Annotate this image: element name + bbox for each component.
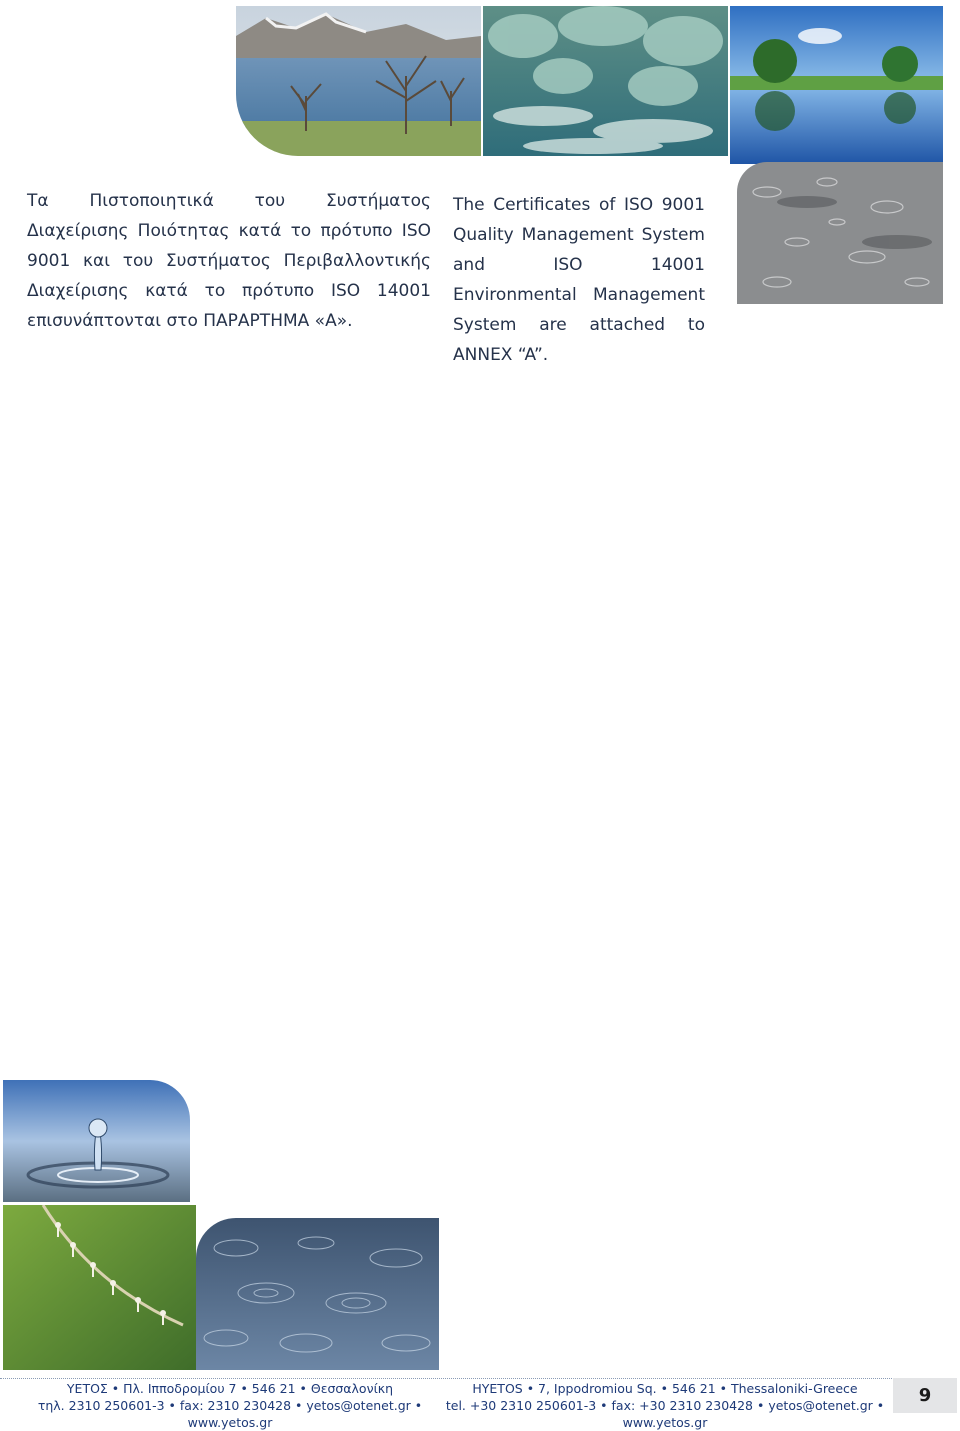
- footer-greek-contact: [20, 1380, 440, 1431]
- water-drop-photo: [3, 1080, 190, 1202]
- irrigation-field-photo: [3, 1205, 196, 1370]
- rain-ripples-photo: [196, 1218, 439, 1370]
- reflecting-pond-photo: [730, 6, 943, 164]
- rain-on-water-bw-photo: [737, 162, 943, 304]
- footer-english-phone: tel. +30 2310 250601-3 • fax: +30 2310 230428 • yetos@otenet.gr • www.yetos.gr: [445, 1398, 885, 1430]
- footer-english-contact: [440, 1380, 890, 1431]
- english-paragraph: The Certificates of ISO 9001 Quality Management System and ISO 14001 Environmental Management System are attached to ANNEX “A”.: [453, 195, 705, 365]
- footer-greek-phone: τηλ. 2310 250601-3 • fax: 2310 230428 • yetos@otenet.gr • www.yetos.gr: [37, 1398, 423, 1430]
- page-number: 9: [893, 1378, 957, 1413]
- lake-with-trees-photo: [236, 6, 481, 156]
- river-with-leaves-photo: [483, 6, 728, 156]
- greek-paragraph: Τα Πιστοποιητικά του Συστήματος Διαχείρισης Ποιότητας κατά το πρότυπο ISO 9001 και του Συστήματος Περιβαλλοντικής Διαχείρισης κατά το πρότυπο ISO 14001 επισυνάπτονται στο ΠΑΡΑΡΤΗΜΑ «Α».: [27, 191, 431, 331]
- footer-divider: [0, 1378, 892, 1379]
- footer-english-address: HYETOS • 7, Ippodromiou Sq. • 546 21 • Thessaloniki-Greece: [472, 1381, 858, 1396]
- footer-greek-address: ΥΕΤΟΣ • Πλ. Ιπποδρομίου 7 • 546 21 • Θεσσαλονίκη: [66, 1381, 394, 1396]
